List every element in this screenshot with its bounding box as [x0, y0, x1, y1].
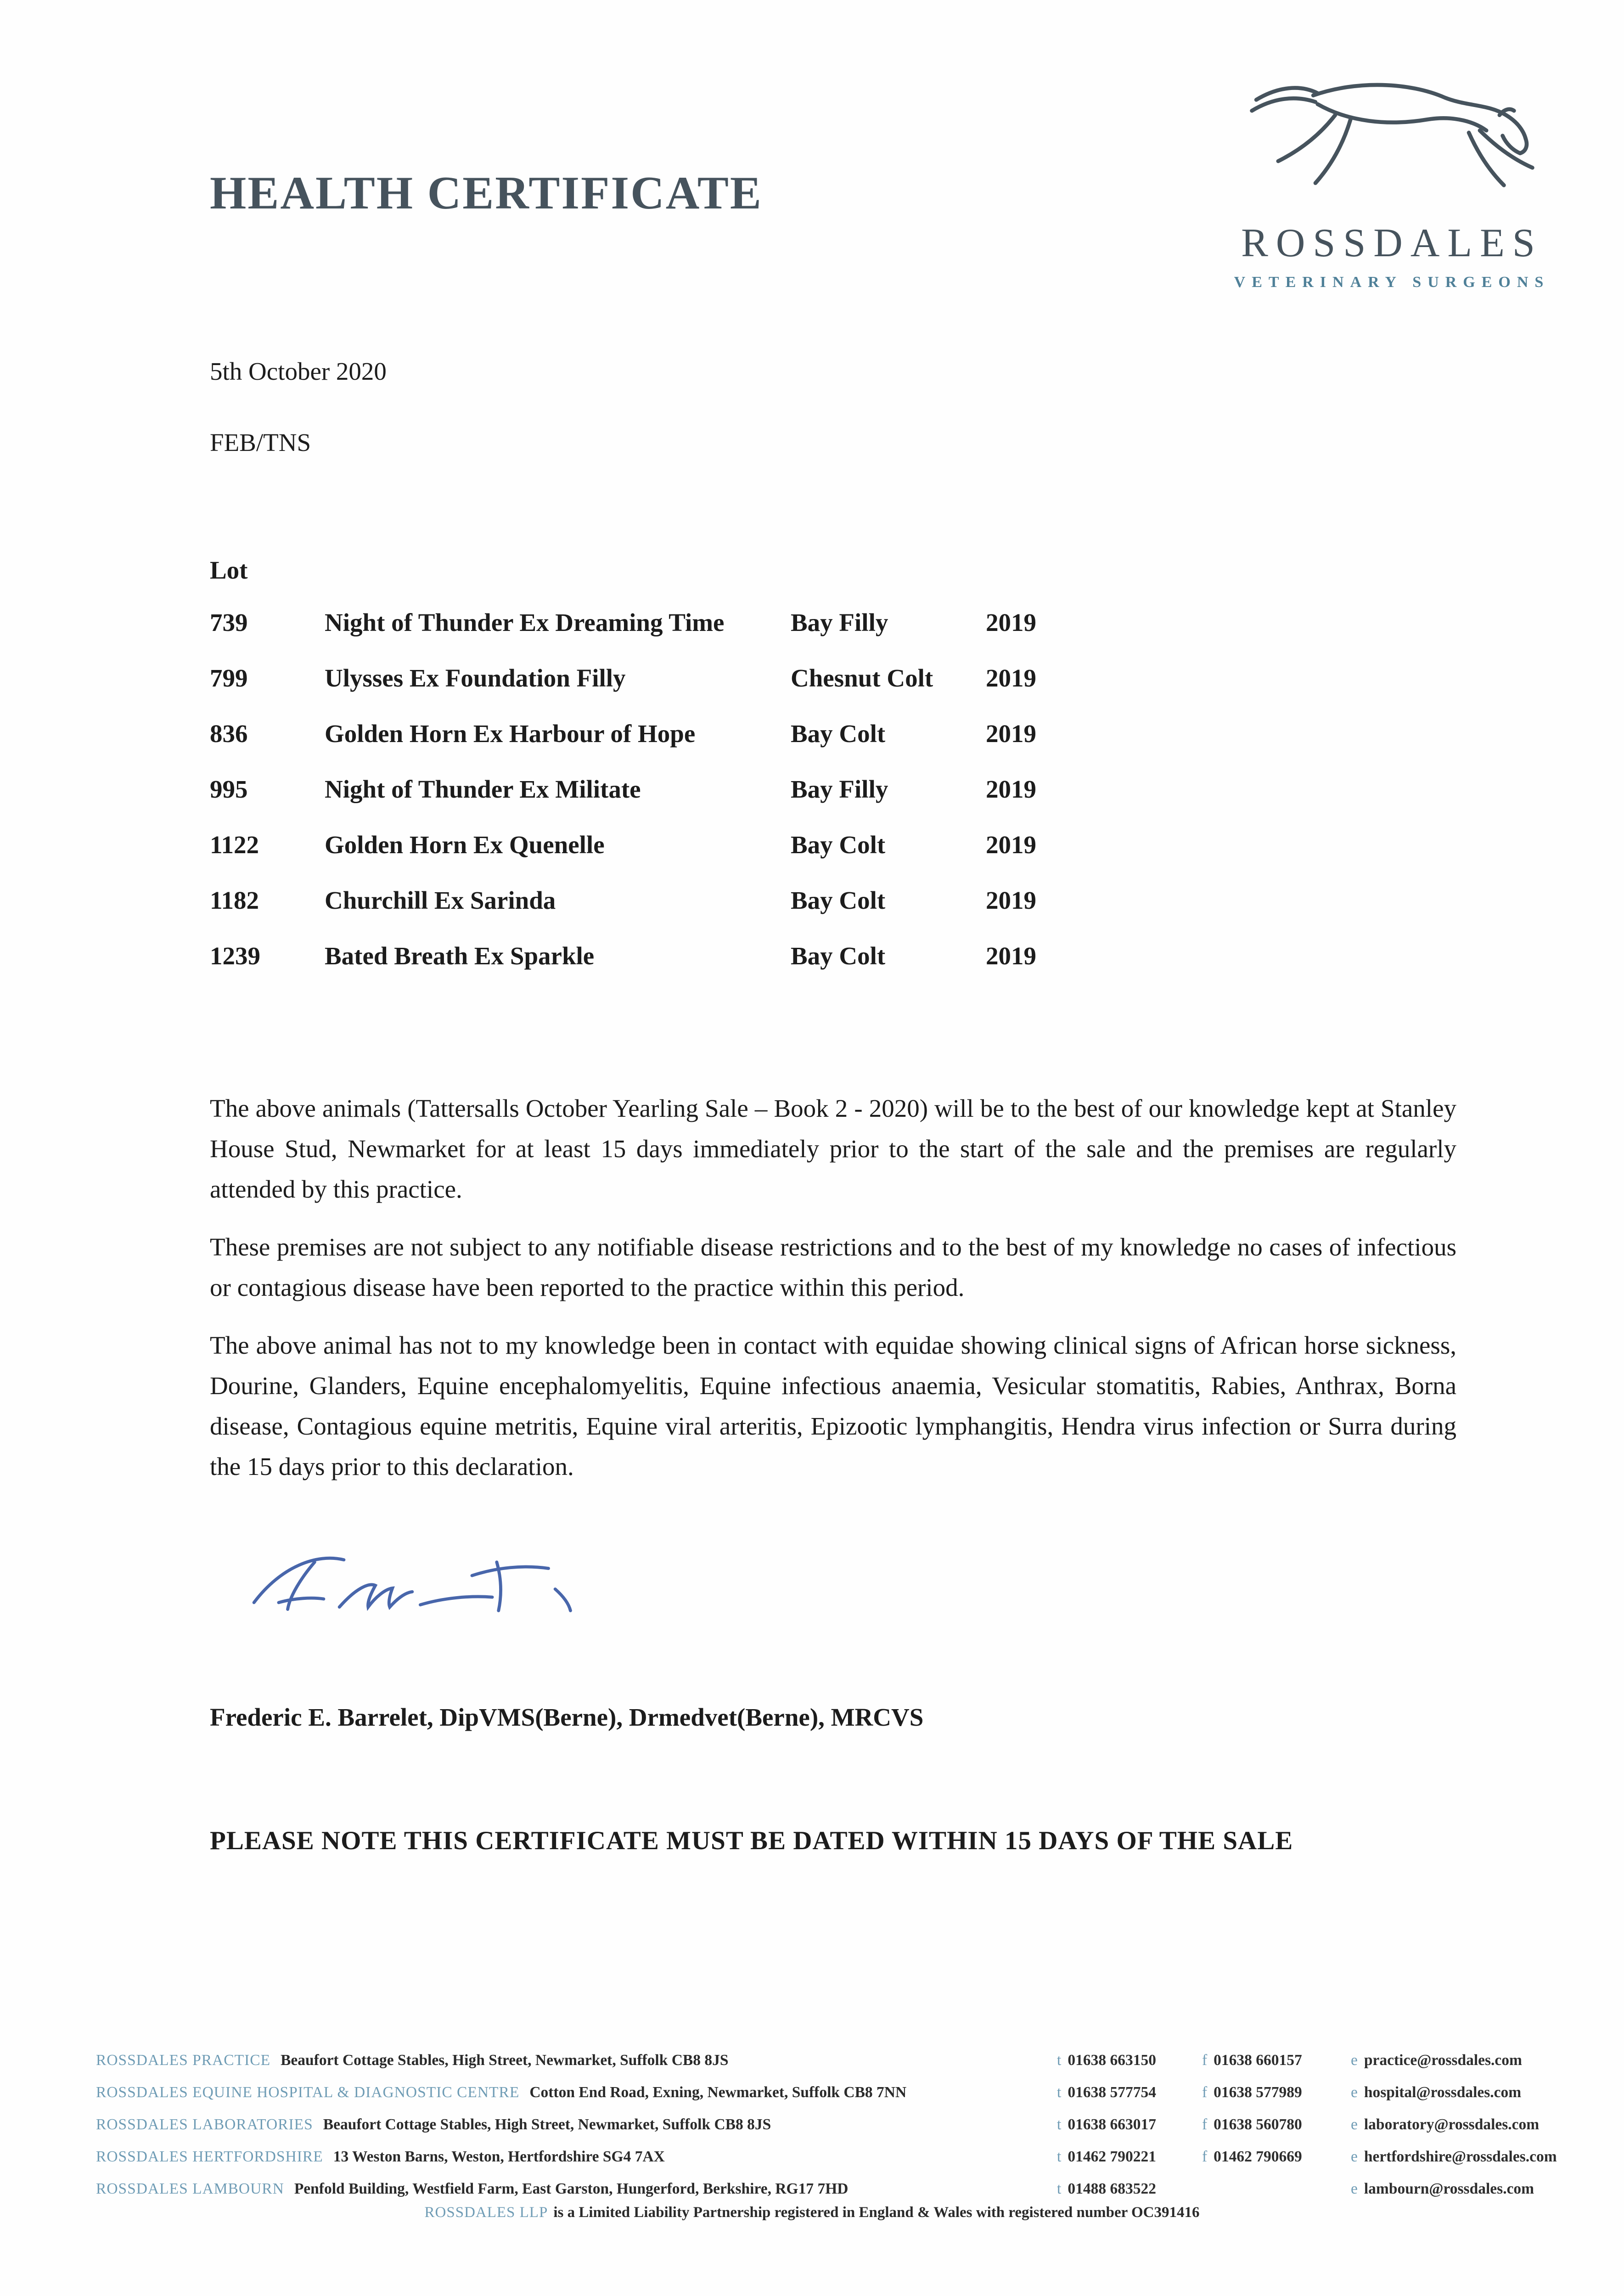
- logo-wordmark: ROSSDALES: [1241, 221, 1543, 265]
- office-info: [96, 2173, 1057, 2205]
- horse-description: Bay Colt: [791, 831, 886, 859]
- horse-name: Night of Thunder Ex Militate: [325, 775, 641, 803]
- fax-number: 01638 660157: [1214, 2052, 1302, 2069]
- office-address: Beaufort Cottage Stables, High Street, Newmarket, Suffolk CB8 8JS: [323, 2116, 771, 2133]
- office-info: [96, 2141, 1057, 2173]
- horse-year: 2019: [986, 664, 1036, 692]
- office-email: [1351, 2141, 1567, 2173]
- office-info: [96, 2109, 1057, 2141]
- office-email: [1351, 2173, 1567, 2205]
- horse-name: Ulysses Ex Foundation Filly: [325, 664, 626, 692]
- horse-year: 2019: [986, 886, 1036, 914]
- office-info: [96, 2044, 1057, 2077]
- lot-number: 739: [210, 608, 248, 636]
- office-address: Cotton End Road, Exning, Newmarket, Suffolk CB8 7NN: [529, 2084, 907, 2101]
- lot-row: [210, 830, 1456, 860]
- office-fax: [1202, 2141, 1351, 2173]
- lot-number: 1182: [210, 886, 259, 914]
- signature-icon: [223, 1535, 1456, 1643]
- logo-tagline: VETERINARY SURGEONS: [1234, 274, 1550, 291]
- office-email: [1351, 2077, 1567, 2109]
- office-name: ROSSDALES PRACTICE: [96, 2052, 271, 2069]
- fax-number: 01462 790669: [1214, 2148, 1302, 2165]
- horse-name: Golden Horn Ex Quenelle: [325, 831, 605, 859]
- lot-row: [210, 941, 1456, 971]
- office-email: [1351, 2109, 1567, 2141]
- phone-number: 01638 663017: [1068, 2116, 1156, 2133]
- signatory-name: Frederic E. Barrelet, DipVMS(Berne), Drmedvet(Berne), MRCVS: [210, 1703, 924, 1731]
- office-address: Beaufort Cottage Stables, High Street, Newmarket, Suffolk CB8 8JS: [281, 2052, 729, 2069]
- horse-description: Chesnut Colt: [791, 664, 933, 692]
- email-label: e: [1351, 2148, 1358, 2165]
- phone-label: t: [1057, 2084, 1062, 2101]
- phone-label: t: [1057, 2052, 1062, 2069]
- phone-label: t: [1057, 2116, 1062, 2133]
- office-phone: [1057, 2044, 1202, 2077]
- office-fax: [1202, 2173, 1351, 2205]
- office-row: [96, 2141, 1567, 2173]
- legal-registration-text: is a Limited Liability Partnership registered in England & Wales with registered number OC391416: [553, 2204, 1200, 2221]
- email-label: e: [1351, 2180, 1358, 2197]
- fax-number: 01638 560780: [1214, 2116, 1302, 2133]
- email-address: laboratory@rossdales.com: [1364, 2116, 1540, 2133]
- phone-label: t: [1057, 2148, 1062, 2165]
- footer-offices: [96, 2044, 1567, 2205]
- email-address: lambourn@rossdales.com: [1364, 2180, 1534, 2197]
- office-row: [96, 2044, 1567, 2077]
- fax-label: f: [1202, 2052, 1208, 2069]
- horse-name: Bated Breath Ex Sparkle: [325, 942, 595, 970]
- lot-column-header: Lot: [210, 556, 248, 584]
- legal-line: [0, 2204, 1624, 2221]
- office-row: [96, 2109, 1567, 2141]
- office-name: ROSSDALES HERTFORDSHIRE: [96, 2148, 323, 2165]
- email-address: hertfordshire@rossdales.com: [1364, 2148, 1557, 2165]
- phone-number: 01462 790221: [1068, 2148, 1156, 2165]
- document-title: HEALTH CERTIFICATE: [210, 167, 763, 219]
- lot-row: [210, 719, 1456, 749]
- phone-label: t: [1057, 2180, 1062, 2197]
- legal-company-name: ROSSDALES LLP: [424, 2204, 548, 2221]
- declaration-paragraph-2: These premises are not subject to any notifiable disease restrictions and to the best of my knowledge no cases of infectious or contagious disease have been reported to the practice within this period.: [210, 1233, 1456, 1301]
- office-name: ROSSDALES EQUINE HOSPITAL & DIAGNOSTIC CENTRE: [96, 2084, 520, 2101]
- lot-number: 995: [210, 775, 248, 803]
- fax-label: f: [1202, 2084, 1208, 2101]
- lot-row: [210, 885, 1456, 916]
- office-fax: [1202, 2109, 1351, 2141]
- document-date: 5th October 2020: [210, 357, 387, 385]
- validity-notice: PLEASE NOTE THIS CERTIFICATE MUST BE DATED WITHIN 15 DAYS OF THE SALE: [210, 1826, 1293, 1855]
- horse-description: Bay Colt: [791, 942, 886, 970]
- office-phone: [1057, 2141, 1202, 2173]
- office-name: ROSSDALES LAMBOURN: [96, 2180, 284, 2197]
- lot-row: [210, 774, 1456, 805]
- horse-description: Bay Filly: [791, 608, 888, 636]
- email-address: hospital@rossdales.com: [1364, 2084, 1522, 2101]
- lot-number: 1239: [210, 942, 260, 970]
- declaration-paragraph-1: The above animals (Tattersalls October Yearling Sale – Book 2 - 2020) will be to the best of our knowledge kept at Stanley House Stud, Newmarket for at least 15 days immediately prior to the start of the sale and the premises are regularly attended by this practice.: [210, 1094, 1456, 1203]
- lot-number: 836: [210, 720, 248, 748]
- office-row: [96, 2077, 1567, 2109]
- fax-label: f: [1202, 2116, 1208, 2133]
- email-label: e: [1351, 2052, 1358, 2069]
- horse-year: 2019: [986, 608, 1036, 636]
- office-row: [96, 2173, 1567, 2205]
- lot-number: 799: [210, 664, 248, 692]
- horse-name: Churchill Ex Sarinda: [325, 886, 556, 914]
- office-email: [1351, 2044, 1567, 2077]
- phone-number: 01638 663150: [1068, 2052, 1156, 2069]
- office-phone: [1057, 2077, 1202, 2109]
- email-address: practice@rossdales.com: [1364, 2052, 1522, 2069]
- lot-row: [210, 608, 1456, 638]
- office-fax: [1202, 2044, 1351, 2077]
- lot-row: [210, 663, 1456, 693]
- phone-number: 01488 683522: [1068, 2180, 1156, 2197]
- office-phone: [1057, 2173, 1202, 2205]
- lot-number: 1122: [210, 831, 259, 859]
- email-label: e: [1351, 2084, 1358, 2101]
- fax-label: f: [1202, 2148, 1208, 2165]
- reference-code: FEB/TNS: [210, 428, 311, 456]
- horse-description: Bay Colt: [791, 720, 886, 748]
- fax-number: 01638 577989: [1214, 2084, 1302, 2101]
- horse-year: 2019: [986, 775, 1036, 803]
- lots-table: [210, 608, 1456, 971]
- horse-year: 2019: [986, 942, 1036, 970]
- declaration-paragraphs: [210, 1088, 1456, 1487]
- office-address: 13 Weston Barns, Weston, Hertfordshire SG4 7AX: [333, 2148, 665, 2165]
- horse-year: 2019: [986, 831, 1036, 859]
- office-name: ROSSDALES LABORATORIES: [96, 2116, 313, 2133]
- office-phone: [1057, 2109, 1202, 2141]
- office-fax: [1202, 2077, 1351, 2109]
- office-info: [96, 2077, 1057, 2109]
- document-body: [210, 0, 1456, 1856]
- horse-name: Golden Horn Ex Harbour of Hope: [325, 720, 696, 748]
- horse-year: 2019: [986, 720, 1036, 748]
- horse-description: Bay Filly: [791, 775, 888, 803]
- horse-name: Night of Thunder Ex Dreaming Time: [325, 608, 725, 636]
- horse-description: Bay Colt: [791, 886, 886, 914]
- email-label: e: [1351, 2116, 1358, 2133]
- declaration-paragraph-3: The above animal has not to my knowledge been in contact with equidae showing clinical signs of African horse sickness, Dourine, Glanders, Equine encephalomyelitis, Equine infectious anaemia, Vesicular stomatitis, Rabies, Anthrax, Borna disease, Contagious equine metritis, Equine viral arteritis, Epizootic lymphangitis, Hendra virus infection or Surra during the 15 days prior to this declaration.: [210, 1331, 1456, 1480]
- phone-number: 01638 577754: [1068, 2084, 1156, 2101]
- office-address: Penfold Building, Westfield Farm, East Garston, Hungerford, Berkshire, RG17 7HD: [294, 2180, 849, 2197]
